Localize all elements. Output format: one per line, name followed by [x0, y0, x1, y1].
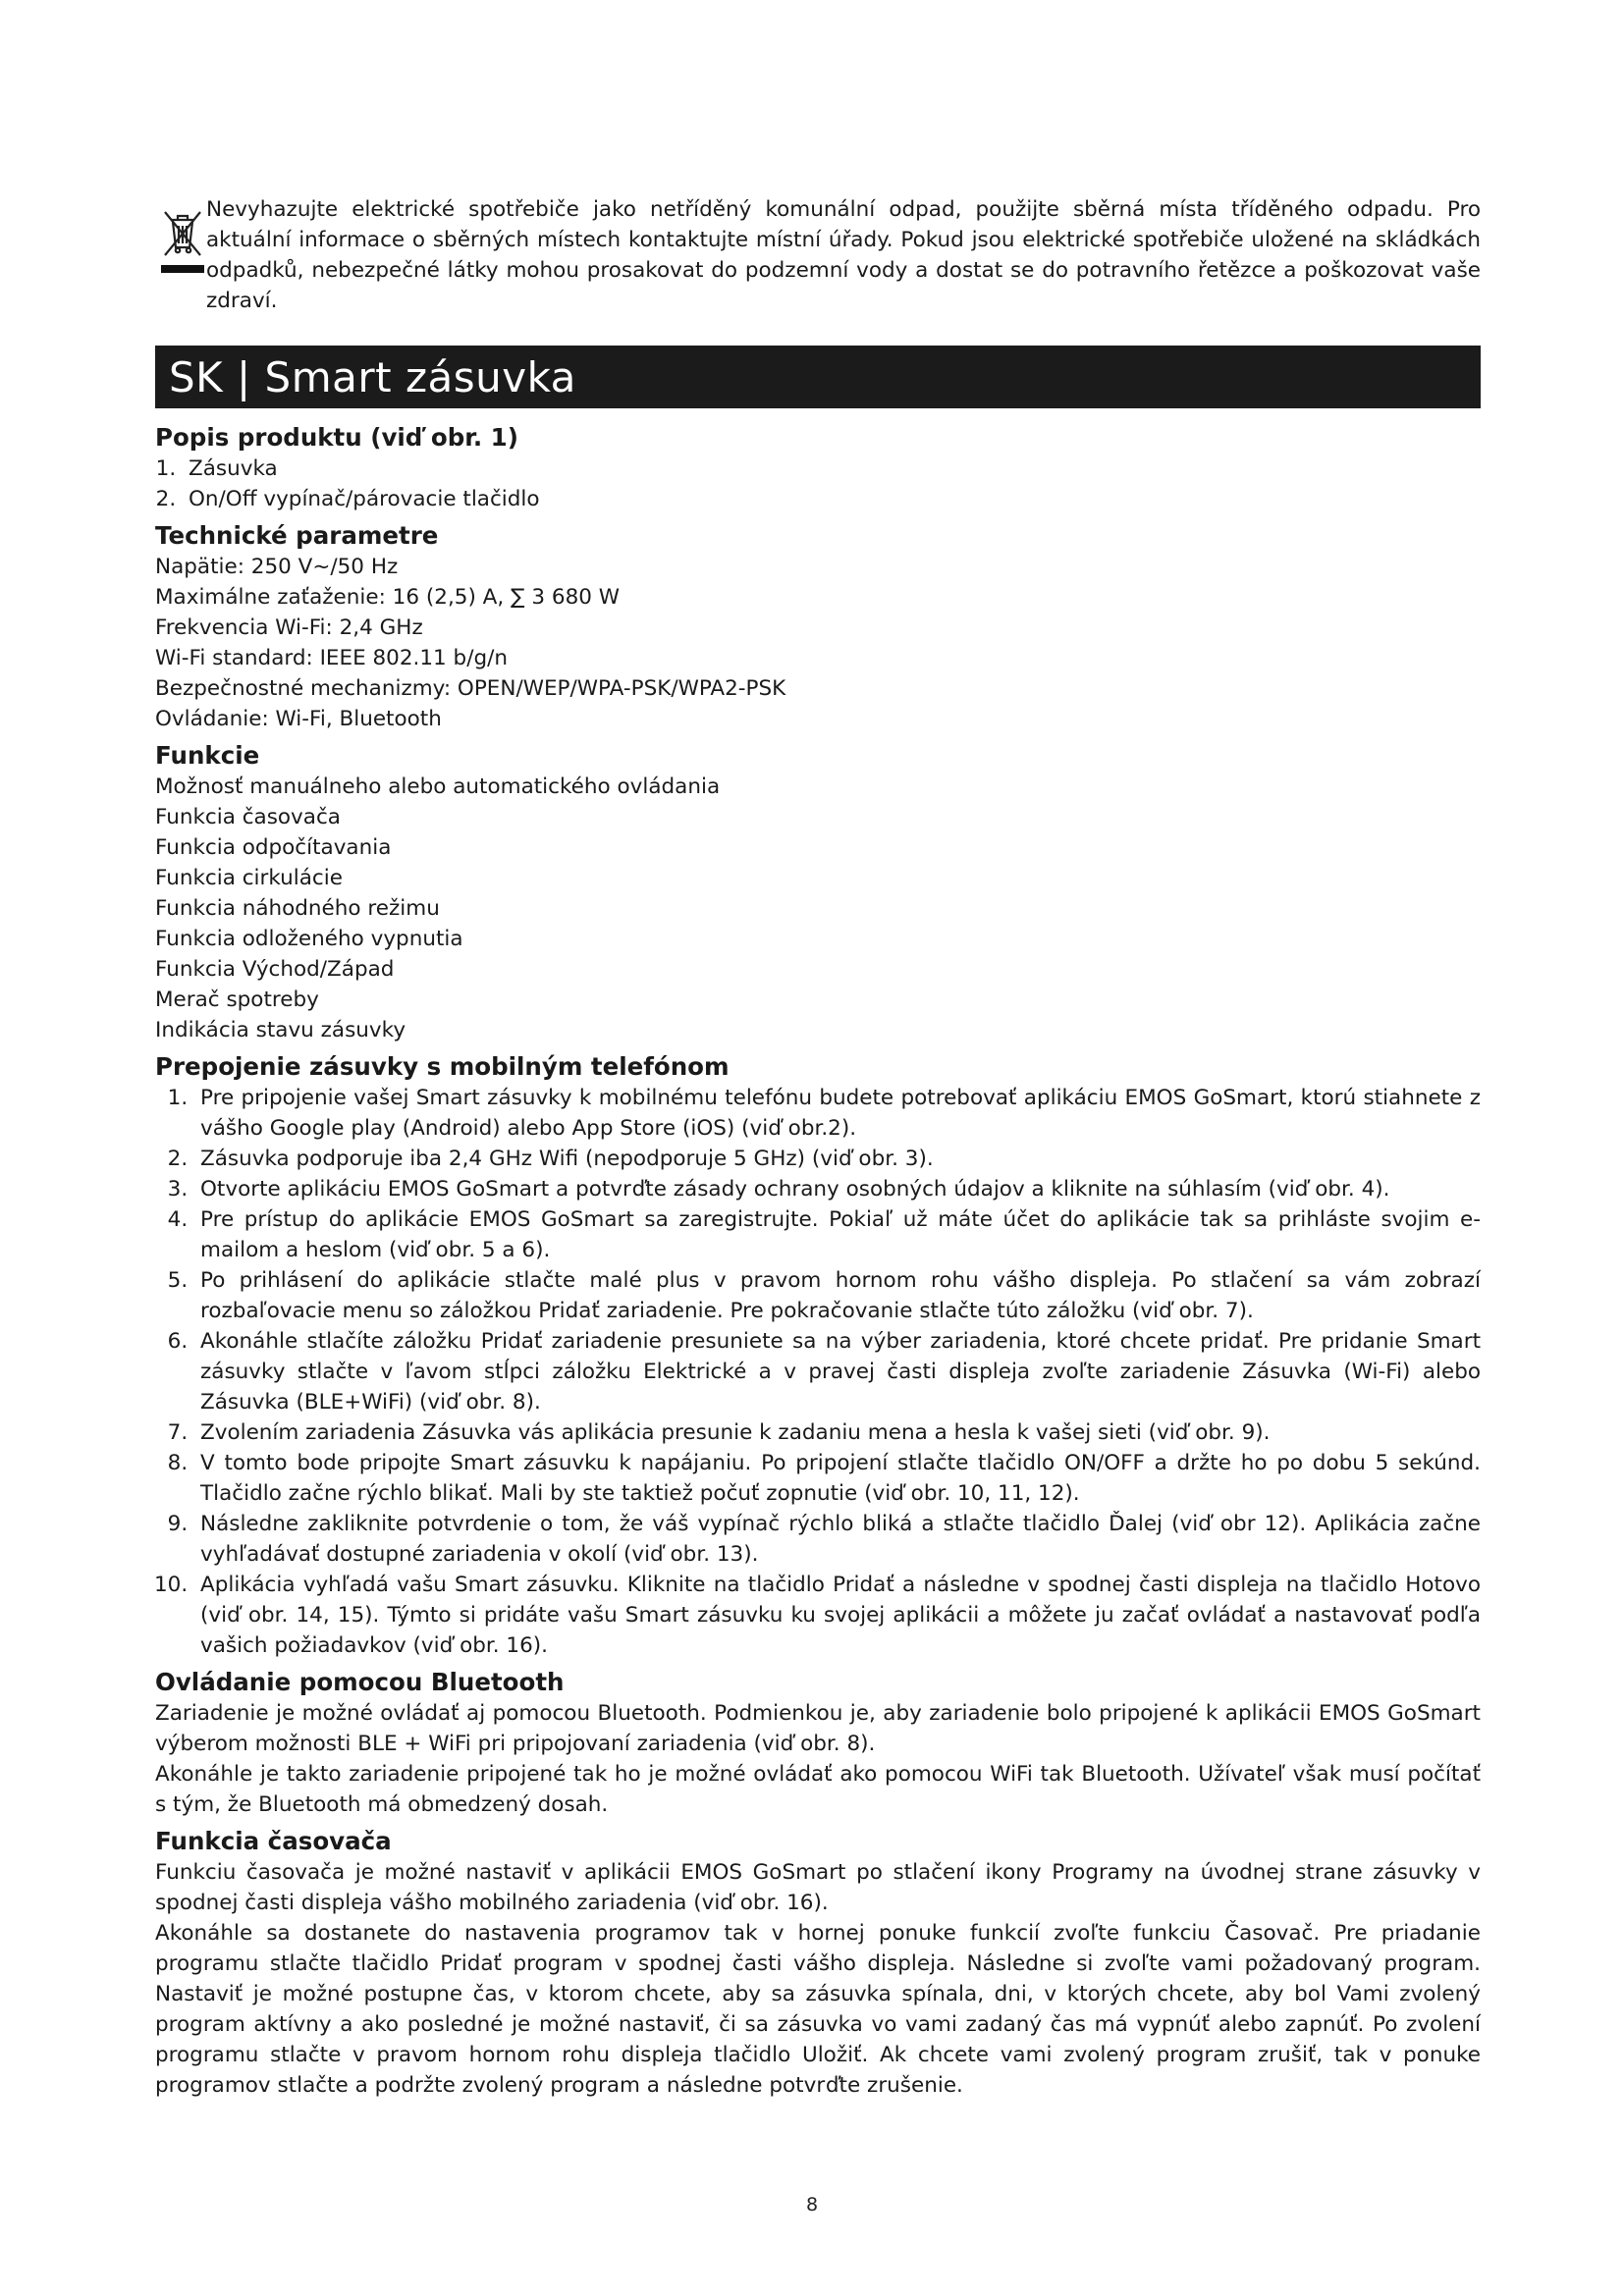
function-line: Indikácia stavu zásuvky	[155, 1018, 406, 1042]
function-line: Funkcia odpočítavania	[155, 835, 392, 860]
spec-line: Napätie: 250 V~/50 Hz	[155, 555, 399, 579]
pairing-step: 6. Akonáhle stlačíte záložku Pridať zariadenie presuniete sa na výber zariadenia, ktoré chcete pridať. Pre pridanie Smart zásuvky stlačte v ľavom stĺpci záložku Elektrické a v pravej časti displeja zvoľte zariadenie Zásuvka (Wi-Fi) alebo Zásuvka (BLE+WiFi) (viď obr. 8).	[194, 1326, 1481, 1417]
pairing-step: 7. Zvolením zariadenia Zásuvka vás aplikácia presunie k zadaniu mena a hesla k vašej sieti (viď obr. 9).	[194, 1417, 1481, 1448]
crossed-bin-icon	[161, 200, 204, 279]
pairing-heading: Prepojenie zásuvky s mobilným telefónom	[155, 1052, 730, 1081]
pairing-step: 5. Po prihlásení do aplikácie stlačte malé plus v pravom hornom rohu vášho displeja. Po stlačení sa vám zobrazí rozbaľovacie menu so záložkou Pridať zariadenie. Pre pokračovanie stlačte túto záložku (viď obr. 7).	[194, 1265, 1481, 1326]
pairing-steps	[155, 1083, 1481, 1661]
function-line: Funkcia časovača	[155, 805, 341, 829]
manual-page	[155, 194, 1481, 2101]
pairing-step: 2. Zásuvka podporuje iba 2,4 GHz Wifi (nepodporuje 5 GHz) (viď obr. 3).	[194, 1144, 1481, 1174]
pairing-step: 1. Pre pripojenie vašej Smart zásuvky k mobilnému telefónu budete potrebovať aplikáciu EMOS GoSmart, ktorú stiahnete z vášho Google play (Android) alebo App Store (iOS) (viď obr.2).	[194, 1083, 1481, 1144]
timer-paragraph: Funkciu časovača je možné nastaviť v aplikácii EMOS GoSmart po stlačení ikony Programy na úvodnej strane zásuvky v spodnej časti displeja vášho mobilného zariadenia (viď obr. 16).	[155, 1860, 1481, 1915]
pairing-step: 10. Aplikácia vyhľadá vašu Smart zásuvku. Kliknite na tlačidlo Pridať a následne v spodnej časti displeja na tlačidlo Hotovo (viď obr. 14, 15). Týmto si pridáte vašu Smart zásuvku ku svojej aplikácii a môžete ju začať ovládať a nastavovať podľa vašich požiadavkov (viď obr. 16).	[194, 1570, 1481, 1661]
page-number: 8	[805, 2194, 819, 2216]
page-title: SK | Smart zásuvka	[169, 352, 576, 401]
pairing-step: 9. Následne zakliknite potvrdenie o tom, že váš vypínač rýchlo bliká a stlačte tlačidlo Ďalej (viď obr 12). Aplikácia začne vyhľadávať dostupné zariadenia v okolí (viď obr. 13).	[194, 1509, 1481, 1570]
bluetooth-paragraph: Akonáhle je takto zariadenie pripojené tak ho je možné ovládať ako pomocou WiFi tak Bluetooth. Užívateľ však musí počítať s tým, že Bluetooth má obmedzený dosah.	[155, 1762, 1481, 1817]
function-line: Funkcia odloženého vypnutia	[155, 927, 463, 951]
product-heading: Popis produktu (viď obr. 1)	[155, 423, 518, 452]
timer-heading: Funkcia časovača	[155, 1827, 392, 1855]
section-title-bar	[155, 346, 1481, 408]
function-line: Možnosť manuálneho alebo automatického ovládania	[155, 774, 721, 799]
technical-list	[155, 552, 1481, 734]
bluetooth-heading: Ovládanie pomocou Bluetooth	[155, 1668, 565, 1696]
list-item: 1. Zásuvka	[183, 454, 1481, 484]
function-line: Funkcia Východ/Západ	[155, 957, 395, 982]
technical-heading: Technické parametre	[155, 521, 439, 550]
spec-line: Wi-Fi standard: IEEE 802.11 b/g/n	[155, 646, 508, 670]
pairing-step: 3. Otvorte aplikáciu EMOS GoSmart a potvrďte zásady ochrany osobných údajov a kliknite na súhlasím (viď obr. 4).	[194, 1174, 1481, 1204]
spec-line: Frekvencia Wi-Fi: 2,4 GHz	[155, 615, 423, 640]
bluetooth-paragraph: Zariadenie je možné ovládať aj pomocou Bluetooth. Podmienkou je, aby zariadenie bolo pripojené k aplikácii EMOS GoSmart výberom možnosti BLE + WiFi pri pripojovaní zariadenia (viď obr. 8).	[155, 1701, 1481, 1756]
spec-line: Ovládanie: Wi-Fi, Bluetooth	[155, 707, 442, 731]
product-list	[155, 454, 1481, 514]
spec-line: Bezpečnostné mechanizmy: OPEN/WEP/WPA-PSK/WPA2-PSK	[155, 676, 786, 701]
function-line: Funkcia náhodného režimu	[155, 896, 440, 921]
weee-notice-text: Nevyhazujte elektrické spotřebiče jako netříděný komunální odpad, použijte sběrná místa tříděného odpadu. Pro aktuální informace o sběrných místech kontaktujte místní úřady. Pokud jsou elektrické spotřebiče uložené na skládkách odpadků, nebezpečné látky mohou prosakovat do podzemní vody a dostat se do potravního řetězce a poškozovat vaše zdraví.	[206, 197, 1481, 313]
functions-heading: Funkcie	[155, 741, 260, 770]
function-line: Funkcia cirkulácie	[155, 866, 343, 890]
spec-line: Maximálne zaťaženie: 16 (2,5) A, ∑ 3 680 W	[155, 585, 621, 610]
weee-notice	[155, 194, 1481, 316]
pairing-step: 4. Pre prístup do aplikácie EMOS GoSmart sa zaregistrujte. Pokiaľ už máte účet do aplikácie tak sa prihláste svojim e-mailom a heslom (viď obr. 5 a 6).	[194, 1204, 1481, 1265]
function-line: Merač spotreby	[155, 988, 319, 1012]
list-item: 2. On/Off vypínač/párovacie tlačidlo	[183, 484, 1481, 514]
timer-paragraph: Akonáhle sa dostanete do nastavenia programov tak v hornej ponuke funkcií zvoľte funkciu Časovač. Pre priadanie programu stlačte tlačidlo Pridať program v spodnej časti vášho displeja. Následne si zvoľte vami požadovaný program. Nastaviť je možné postupne čas, v ktorom chcete, aby sa zásuvka spínala, dni, v ktorých chcete, aby bol Vami zvolený program aktívny a ako posledné je možné nastaviť, či sa zásuvka vo vami zadaný čas má vypnúť alebo zapnúť. Po zvolení programu stlačte v pravom hornom rohu displeja tlačidlo Uložiť. Ak chcete vami zvolený program zrušiť, tak v ponuke programov stlačte a podržte zvolený program a následne potvrďte zrušenie.	[155, 1921, 1481, 2098]
functions-list	[155, 772, 1481, 1045]
pairing-step: 8. V tomto bode pripojte Smart zásuvku k napájaniu. Po pripojení stlačte tlačidlo ON/OFF a držte ho po dobu 5 sekúnd. Tlačidlo začne rýchlo blikať. Mali by ste taktiež počuť zopnutie (viď obr. 10, 11, 12).	[194, 1448, 1481, 1509]
